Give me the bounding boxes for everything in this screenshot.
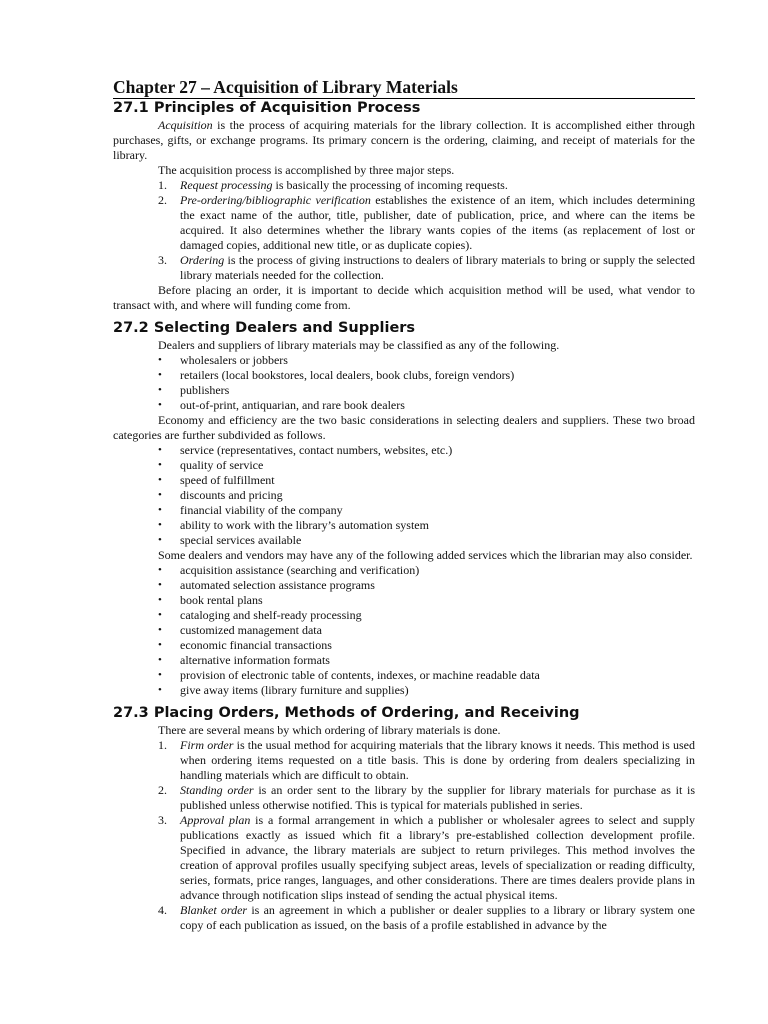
list-item: • provision of electronic table of contents, indexes, or machine readable data [158,668,540,682]
list-item: • discounts and pricing [158,488,283,502]
list-item: • retailers (local bookstores, local dealers, book clubs, foreign vendors) [158,368,515,382]
bullet-icon: • [158,399,162,411]
term: Blanket order [180,903,248,917]
section-27-3 [113,704,695,933]
item-number: 3. [158,253,167,267]
paragraph: Acquisition is the process of acquiring materials for the library collection. It is accomplished either through purchases, gifts, or exchange programs. Its primary concern is the ordering, claiming, and receipt of materials for the library. [113,118,695,162]
bullet-icon: • [158,504,162,516]
list-item: • economic financial transactions [158,638,332,652]
list-item: 4. Blanket order is an agreement in which a publisher or dealer supplies to a library or library system one copy of each publication as issued, on the basis of a profile established in advance by the [158,903,695,932]
list-item: 2. Pre-ordering/bibliographic verification establishes the existence of an item, which includes determining the exact name of the author, title, publisher, date of publication, price, and where can the items be acquired. It also determines whether the library wants copies of the items (as replacement of lost or damaged copies, additional new title, or as duplicate copies). [158,193,695,252]
bullet-icon: • [158,384,162,396]
bullet-icon: • [158,519,162,531]
chapter-title: Chapter 27 – Acquisition of Library Materials [113,78,695,99]
bullet-icon: • [158,669,162,681]
term: Pre-ordering/bibliographic verification [180,193,371,207]
list-item: • acquisition assistance (searching and verification) [158,563,420,577]
list-item: • financial viability of the company [158,503,343,517]
item-number: 2. [158,193,167,207]
term: Standing order [180,783,254,797]
numbered-list-steps [113,178,695,283]
list-item: • give away items (library furniture and supplies) [158,683,409,697]
section-heading: 27.3 Placing Orders, Methods of Ordering, and Receiving [113,705,580,721]
list-item: • customized management data [158,623,322,637]
numbered-list-methods [113,738,695,933]
section-27-2 [113,319,695,698]
list-item: • cataloging and shelf-ready processing [158,608,362,622]
paragraph: Economy and efficiency are the two basic considerations in selecting dealers and suppliers. These two broad categories are further subdivided as follows. [113,413,695,442]
list-item: 1. Firm order is the usual method for acquiring materials that the library knows it needs. This method is used when ordering items requested on a title basis. This is done by ordering from dealers specializing in handling materials which are difficult to obtain. [158,738,695,782]
list-item: • speed of fulfillment [158,473,275,487]
paragraph: There are several means by which ordering of library materials is done. [158,723,501,737]
term: Firm order [180,738,234,752]
section-heading: 27.2 Selecting Dealers and Suppliers [113,320,416,336]
bullet-icon: • [158,534,162,546]
list-item: • automated selection assistance programs [158,578,375,592]
item-number: 1. [158,738,167,752]
bullet-icon: • [158,639,162,651]
bullet-icon: • [158,444,162,456]
item-number: 2. [158,783,167,797]
list-item: • quality of service [158,458,264,472]
bullet-icon: • [158,654,162,666]
paragraph: The acquisition process is accomplished by three major steps. [158,163,455,177]
list-item: 3. Approval plan is a formal arrangement in which a publisher or wholesaler agrees to select and supply publications exactly as issued which fit a library’s pre-established collection development profile. Specified in advance, the library materials are subject to return privileges. This method involves the creation of approval profiles usually specifying subject areas, levels of specialization or reading difficulty, series, formats, price ranges, languages, and other considerations. There are times dealers provide plans in advance through notification slips instead of sending the actual physical items. [158,813,695,902]
bullet-list-considerations [113,443,695,548]
term: Acquisition [158,118,213,132]
bullet-icon: • [158,624,162,636]
list-item: 1. Request processing is basically the processing of incoming requests. [158,178,508,192]
paragraph: Some dealers and vendors may have any of the following added services which the librarian may also consider. [158,548,693,562]
list-item: • service (representatives, contact numbers, websites, etc.) [158,443,453,457]
bullet-icon: • [158,489,162,501]
section-27-1 [113,99,695,313]
paragraph: Before placing an order, it is important to decide which acquisition method will be used, what vendor to transact with, and where will funding come from. [113,283,695,312]
list-item: 2. Standing order is an order sent to the library by the supplier for library materials for purchase as it is published unless otherwise notified. This is typical for materials published in series. [158,783,696,812]
section-heading: 27.1 Principles of Acquisition Process [113,100,421,116]
term: Approval plan [180,813,251,827]
item-number: 1. [158,178,167,192]
bullet-icon: • [158,609,162,621]
list-item: • wholesalers or jobbers [158,353,288,367]
list-item: • book rental plans [158,593,263,607]
term: Ordering [180,253,225,267]
bullet-icon: • [158,579,162,591]
paragraph: Dealers and suppliers of library materials may be classified as any of the following. [158,338,560,352]
bullet-list-dealer-types [113,353,695,413]
list-item: • special services available [158,533,302,547]
list-item: • alternative information formats [158,653,330,667]
term: Request processing [180,178,273,192]
bullet-icon: • [158,354,162,366]
item-number: 3. [158,813,167,827]
bullet-icon: • [158,684,162,696]
list-item: 3. Ordering is the process of giving instructions to dealers of library materials to bring or supply the selected library materials needed for the collection. [158,253,695,282]
bullet-icon: • [158,474,162,486]
item-number: 4. [158,903,167,917]
bullet-list-added-services [113,563,695,698]
bullet-icon: • [158,594,162,606]
document-page [113,78,695,933]
list-item: • ability to work with the library’s automation system [158,518,429,532]
list-item: • publishers [158,383,230,397]
bullet-icon: • [158,369,162,381]
bullet-icon: • [158,564,162,576]
bullet-icon: • [158,459,162,471]
list-item: • out-of-print, antiquarian, and rare book dealers [158,398,405,412]
